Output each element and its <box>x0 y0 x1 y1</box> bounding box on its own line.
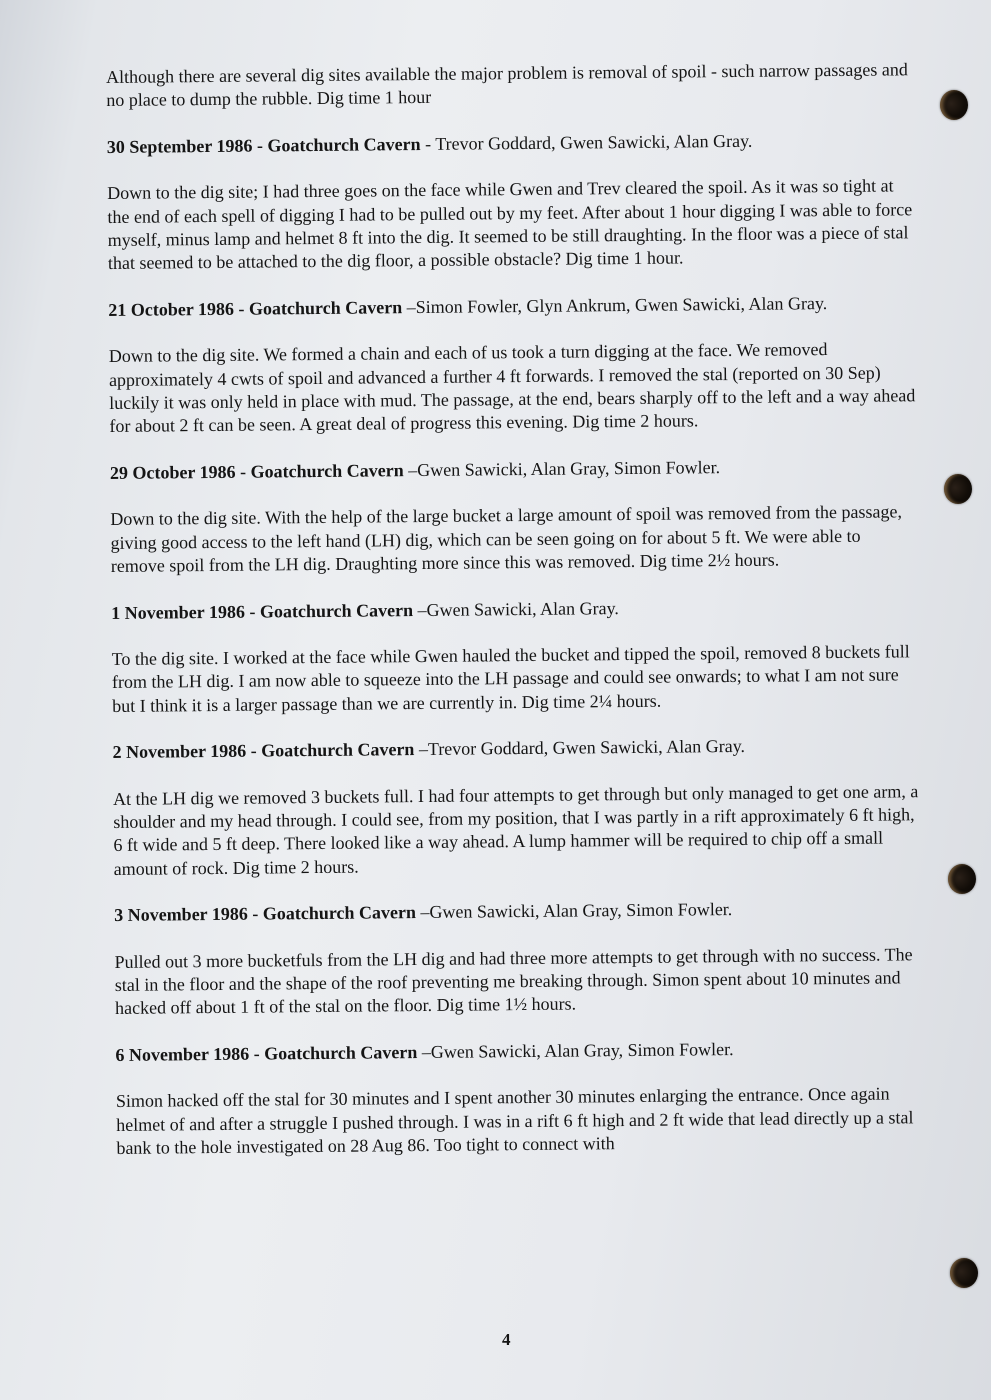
punch-hole-2 <box>944 474 972 504</box>
entry-separator: - <box>246 740 262 761</box>
entry-body: Down to the dig site. We formed a chain and each of us took a turn digging at the face. We removed approximately 4 cwts of spoil and advanced a further 4 ft forwards. I removed the stal (reported on 30 Sep) luckily it was only held in place with mud. The passage, at the end, bears sharply off to the left and a way ahead for about 2 ft can be seen. A great deal of progress this evening. Dig time 2 hours. <box>108 339 916 437</box>
entry-place: Goatchurch Cavern <box>261 739 415 761</box>
entry-place: Goatchurch Cavern <box>250 460 404 482</box>
entry-date: 21 October 1986 <box>108 298 235 320</box>
entry-people: –Gwen Sawicki, Alan Gray, Simon Fowler. <box>403 456 721 481</box>
entry-people: –Gwen Sawicki, Alan Gray, Simon Fowler. <box>417 1038 734 1062</box>
entry-people: - Trevor Goddard, Gwen Sawicki, Alan Gray. <box>420 130 753 154</box>
entry-separator: - <box>244 601 260 622</box>
page-number: 4 <box>502 1330 511 1349</box>
entry-heading <box>115 1036 923 1067</box>
log-entry <box>114 896 923 1020</box>
entry-people: –Gwen Sawicki, Alan Gray, Simon Fowler. <box>415 899 733 923</box>
entry-heading <box>107 128 915 159</box>
log-entry <box>112 733 921 881</box>
punch-hole-3 <box>948 864 976 894</box>
entry-date: 30 September 1986 <box>106 135 253 157</box>
entry-separator: - <box>235 461 251 482</box>
entry-separator: - <box>233 298 250 319</box>
entry-heading <box>111 594 919 625</box>
log-entry <box>108 291 917 439</box>
entry-people: –Simon Fowler, Glyn Ankrum, Gwen Sawicki, Alan Gray. <box>402 292 828 318</box>
entry-place: Goatchurch Cavern <box>248 297 403 319</box>
entry-heading <box>110 454 918 485</box>
log-entry <box>110 454 919 578</box>
entry-separator: - <box>252 135 268 156</box>
entry-place: Goatchurch Cavern <box>259 599 414 622</box>
entry-body: Down to the dig site; I had three goes on the face while Gwen and Trev cleared the spoil. As it was so tight at the end of each spell of digging I had to be pulled out by my feet. After about 1 hour digging I was able to force myself, minus lamp and helmet 8 ft into the dig. It seemed to be still draughting. In the floor was a piece of stal that seemed to be attached to the dig floor, a possible obstacle? Dig time 1 hour. <box>107 175 913 274</box>
entry-date: 6 November 1986 <box>115 1043 250 1065</box>
entry-date: 1 November 1986 <box>111 601 245 623</box>
entry-date: 29 October 1986 <box>109 461 236 483</box>
entry-body: To the dig site. I worked at the face while Gwen hauled the bucket and tipped the spoil, removed 8 buckets full from the LH dig. I am now able to squeeze into the LH passage and could see onwards; to what I am not sure but I think it is a larger passage than we are currently in. Dig time 2¼ hours. <box>111 641 910 716</box>
log-entry <box>107 128 916 276</box>
entry-people: –Trevor Goddard, Gwen Sawicki, Alan Gray. <box>414 736 746 760</box>
entry-place: Goatchurch Cavern <box>264 1041 418 1064</box>
entry-date: 2 November 1986 <box>112 740 247 763</box>
entry-date: 3 November 1986 <box>114 903 248 926</box>
entry-heading <box>114 896 922 927</box>
entry-body: Pulled out 3 more bucketfuls from the LH dig and had three more attempts to get through with no success. The stal in the floor and the shape of the roof preventing me breaking through. Simon spent about 10 minutes and hacked off about 1 ft of the stal on the floor. Dig time 1½ hours. <box>114 943 913 1019</box>
entry-separator: - <box>247 903 263 924</box>
entry-heading <box>112 733 920 764</box>
entry-body: Down to the dig site. With the help of the large bucket a large amount of spoil was removed from the passage, giving good access to the left hand (LH) dig, which can be seen going on for about 5 ft. We were able to remove spoil from the LH dig. Draughting more since this was removed. Dig time 2½ hours. <box>110 501 902 577</box>
log-entry <box>115 1036 924 1160</box>
log-entry <box>111 594 920 718</box>
intro-paragraph: Although there are several dig sites available the major problem is removal of spoil - such narrow passages and no place to dump the rubble. Dig time 1 hour <box>106 59 908 111</box>
entry-separator: - <box>249 1043 265 1064</box>
punch-hole-1 <box>940 90 968 120</box>
entry-people: –Gwen Sawicki, Alan Gray. <box>412 597 619 620</box>
page-text <box>106 58 925 1183</box>
punch-hole-4 <box>950 1258 978 1288</box>
entry-place: Goatchurch Cavern <box>267 133 421 156</box>
entry-body: At the LH dig we removed 3 buckets full. I had four attempts to get through but only managed to get one arm, a shoulder and my head through. I could see, from my position, that I was partly in a rift approximately 6 ft high, 6 ft wide and 5 ft deep. There looked like a way ahead. A lump hammer will be required to chip off a small amount of rock. Dig time 2 hours. <box>112 780 919 879</box>
entry-heading <box>108 291 916 322</box>
entry-place: Goatchurch Cavern <box>262 902 417 924</box>
entry-body: Simon hacked off the stal for 30 minutes and I spent another 30 minutes enlarging the entrance. Once again helmet of and after a struggle I pushed through. I was in a rift 6 ft high and 2 ft wide that lead directly up a stal bank to the hole investigated on 28 Aug 86. Too tight to connect with <box>115 1083 914 1158</box>
